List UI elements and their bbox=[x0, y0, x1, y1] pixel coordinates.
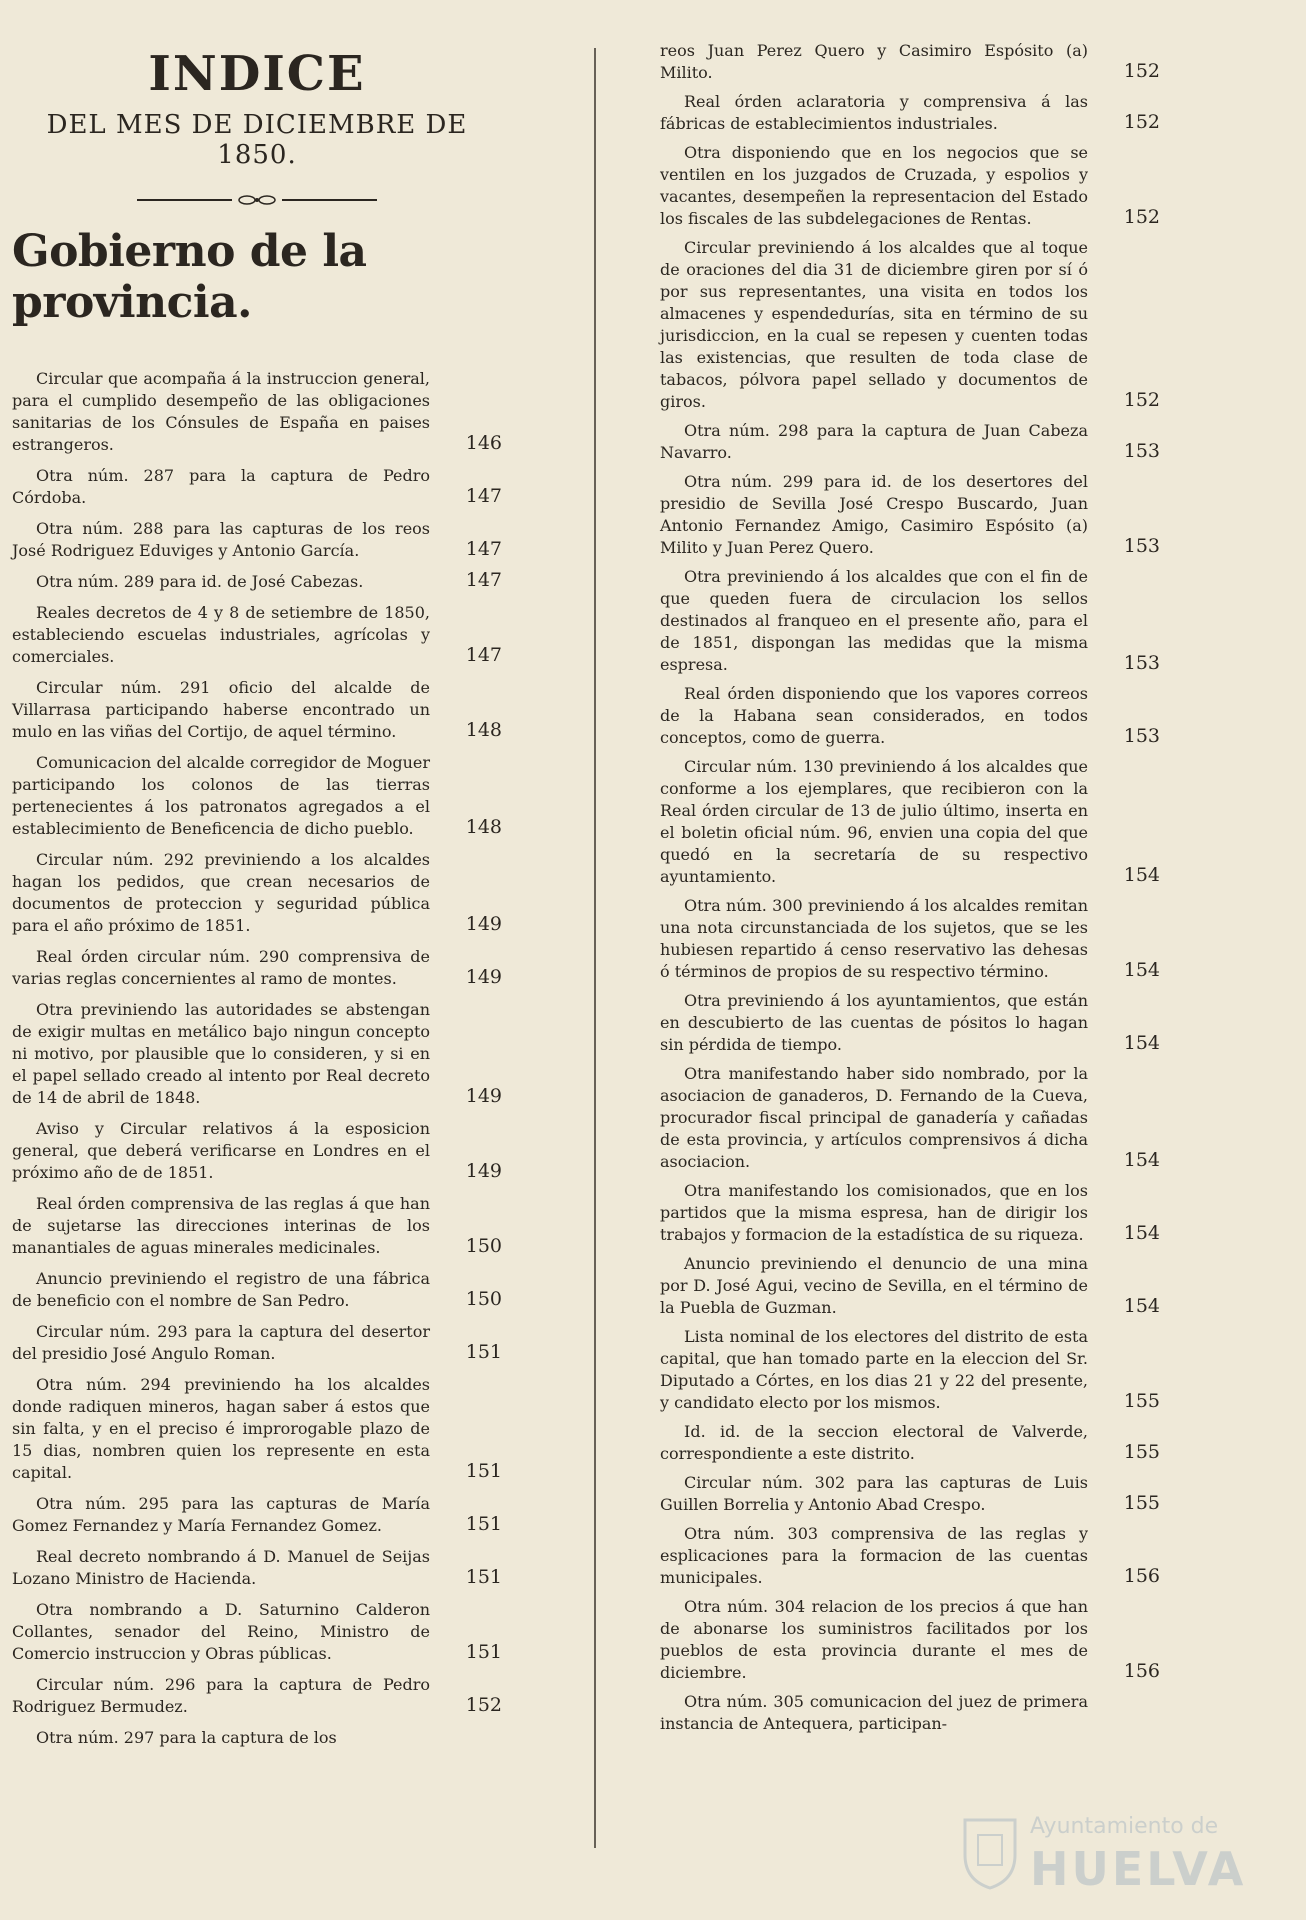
index-entry bbox=[660, 990, 1160, 1056]
entry-text: Circular previniendo á los alcaldes que al toque de oraciones del dia 31 de diciembre giren por sí ó por sus representantes, una visita en todos los almacenes y espendedurías, sita en término de su jurisdiccion, en la cual se repesen y cuenten todas las existencias, que resulten de toda clase de tabacos, pólvora papel sellado y documentos de giros. bbox=[660, 238, 1088, 411]
entry-page-number: 155 bbox=[1123, 1441, 1160, 1463]
entry-text: Otra núm. 287 para la captura de Pedro Córdoba. bbox=[12, 466, 430, 507]
entry-text: Real órden comprensiva de las reglas á que han de sujetarse las direcciones interinas de los manantiales de aguas minerales medicinales. bbox=[12, 1194, 430, 1257]
entry-page-number: 154 bbox=[1123, 1222, 1160, 1244]
right-entry-list bbox=[660, 40, 1160, 1735]
entry-page-number: 151 bbox=[465, 1460, 502, 1482]
index-entry bbox=[660, 1421, 1160, 1465]
watermark-line1: Ayuntamiento de bbox=[1030, 1814, 1219, 1839]
index-entry bbox=[660, 683, 1160, 749]
entry-page-number: 154 bbox=[1123, 1149, 1160, 1171]
entry-page-number: 149 bbox=[465, 1085, 502, 1107]
entry-page-number: 148 bbox=[465, 816, 502, 838]
ornament-rule bbox=[137, 192, 377, 208]
index-entry bbox=[12, 1193, 502, 1259]
entry-text: Real órden aclaratoria y comprensiva á las fábricas de establecimientos industriales. bbox=[660, 92, 1088, 133]
entry-text: Otra núm. 289 para id. de José Cabezas. bbox=[36, 572, 364, 591]
index-entry bbox=[12, 1546, 502, 1590]
entry-text: Otra núm. 300 previniendo á los alcaldes remitan una nota circunstanciada de los sujetos, que se les hubiesen repartido á censo reservativo las dehesas ó términos de propios de su respectivo término. bbox=[660, 896, 1088, 981]
index-entry bbox=[12, 1374, 502, 1484]
index-entry bbox=[12, 1118, 502, 1184]
entry-page-number: 154 bbox=[1123, 1032, 1160, 1054]
entry-text: Otra núm. 299 para id. de los desertores del presidio de Sevilla José Crespo Buscardo, Juan Antonio Fernandez Amigo, Casimiro Espósito (a) Milito y Juan Perez Quero. bbox=[660, 472, 1088, 557]
entry-page-number: 154 bbox=[1123, 959, 1160, 981]
entry-text: Otra núm. 298 para la captura de Juan Cabeza Navarro. bbox=[660, 421, 1088, 462]
entry-page-number: 147 bbox=[465, 538, 502, 560]
entry-text: Lista nominal de los electores del distrito de esta capital, que han tomado parte en la eleccion del Sr. Diputado a Córtes, en los dias 21 y 22 del presente, y candidato electo por los mismos. bbox=[660, 1327, 1088, 1412]
entry-text: Real órden circular núm. 290 comprensiva de varias reglas concernientes al ramo de montes. bbox=[12, 947, 430, 988]
index-entry bbox=[12, 1727, 502, 1749]
entry-page-number: 153 bbox=[1123, 725, 1160, 747]
index-entry bbox=[12, 849, 502, 937]
entry-text: Otra manifestando haber sido nombrado, por la asociacion de ganaderos, D. Fernando de la Cueva, procurador fiscal principal de ganadería y cañadas de esta provincia, y artículos comprensivos á dicha asociacion. bbox=[660, 1064, 1088, 1171]
index-entry bbox=[12, 999, 502, 1109]
column-divider bbox=[594, 48, 596, 1848]
entry-text: Circular núm. 293 para la captura del desertor del presidio José Angulo Roman. bbox=[12, 1322, 430, 1363]
left-column bbox=[12, 40, 502, 1758]
entry-page-number: 153 bbox=[1123, 652, 1160, 674]
entry-text: Circular núm. 130 previniendo á los alcaldes que conforme a los ejemplares, que recibieron con la Real órden circular de 13 de julio último, inserta en el boletin oficial núm. 96, envien una copia del que quedó en la secretaría de su respectivo ayuntamiento. bbox=[660, 757, 1088, 886]
entry-page-number: 150 bbox=[465, 1288, 502, 1310]
entry-page-number: 153 bbox=[1123, 535, 1160, 557]
entry-text: Anuncio previniendo el denuncio de una mina por D. José Agui, vecino de Sevilla, en el término de la Puebla de Guzman. bbox=[660, 1254, 1088, 1317]
entry-page-number: 151 bbox=[465, 1641, 502, 1663]
entry-page-number: 154 bbox=[1123, 864, 1160, 886]
index-entry bbox=[660, 1472, 1160, 1516]
index-entry bbox=[660, 40, 1160, 84]
entry-text: Otra núm. 304 relacion de los precios á que han de abonarse los suministros facilitados por los pueblos de esta provincia durante el mes de diciembre. bbox=[660, 1597, 1088, 1682]
entry-page-number: 153 bbox=[1123, 440, 1160, 462]
entry-text: Otra previniendo á los ayuntamientos, que están en descubierto de las cuentas de pósitos lo hagan sin pérdida de tiempo. bbox=[660, 991, 1088, 1054]
index-entry bbox=[660, 756, 1160, 888]
entry-page-number: 147 bbox=[465, 485, 502, 507]
entry-text: Comunicacion del alcalde corregidor de Moguer participando los colonos de las tierras pertenecientes á los patronatos agregados a el establecimiento de Beneficencia de dicho pueblo. bbox=[12, 753, 430, 838]
entry-text: Otra disponiendo que en los negocios que se ventilen en los juzgados de Cruzada, y espolios y vacantes, desempeñen la representacion del Estado los fiscales de las subdelegaciones de Rentas. bbox=[660, 143, 1088, 228]
entry-text: Anuncio previniendo el registro de una fábrica de beneficio con el nombre de San Pedro. bbox=[12, 1269, 430, 1310]
index-entry bbox=[12, 465, 502, 509]
entry-page-number: 152 bbox=[1123, 111, 1160, 133]
entry-page-number: 155 bbox=[1123, 1390, 1160, 1412]
index-entry bbox=[660, 1523, 1160, 1589]
index-entry bbox=[660, 1063, 1160, 1173]
index-entry bbox=[660, 142, 1160, 230]
index-entry bbox=[660, 566, 1160, 676]
section-heading: Gobierno de la provincia. bbox=[12, 226, 367, 328]
entry-page-number: 152 bbox=[1123, 389, 1160, 411]
entry-text: reos Juan Perez Quero y Casimiro Espósito (a) Milito. bbox=[660, 41, 1088, 82]
index-entry bbox=[12, 368, 502, 456]
index-entry bbox=[12, 1321, 502, 1365]
entry-text: Otra núm. 295 para las capturas de María Gomez Fernandez y María Fernandez Gomez. bbox=[12, 1494, 430, 1535]
entry-page-number: 149 bbox=[465, 913, 502, 935]
index-entry bbox=[660, 1596, 1160, 1684]
entry-text: Circular núm. 292 previniendo a los alcaldes hagan los pedidos, que crean necesarios de documentos de proteccion y seguridad pública para el año próximo de 1851. bbox=[12, 850, 430, 935]
entry-page-number: 151 bbox=[465, 1341, 502, 1363]
index-title: INDICE bbox=[148, 46, 366, 102]
entry-page-number: 156 bbox=[1123, 1565, 1160, 1587]
entry-page-number: 155 bbox=[1123, 1492, 1160, 1514]
index-entry bbox=[12, 518, 502, 562]
left-entry-list bbox=[12, 368, 502, 1749]
index-entry bbox=[12, 1493, 502, 1537]
index-entry bbox=[12, 677, 502, 743]
entry-text: Circular núm. 302 para las capturas de Luis Guillen Borrelia y Antonio Abad Crespo. bbox=[660, 1473, 1088, 1514]
entry-text: Reales decretos de 4 y 8 de setiembre de 1850, estableciendo escuelas industriales, agrícolas y comerciales. bbox=[12, 603, 430, 666]
coat-of-arms-icon bbox=[960, 1810, 1020, 1890]
index-entry bbox=[660, 420, 1160, 464]
entry-page-number: 150 bbox=[465, 1235, 502, 1257]
index-entry bbox=[660, 1180, 1160, 1246]
entry-text: Circular núm. 291 oficio del alcalde de Villarrasa participando haberse encontrado un mulo en las viñas del Cortijo, de aquel término. bbox=[12, 678, 430, 741]
entry-page-number: 149 bbox=[465, 966, 502, 988]
entry-page-number: 156 bbox=[1123, 1660, 1160, 1682]
entry-page-number: 154 bbox=[1123, 1295, 1160, 1317]
entry-page-number: 146 bbox=[465, 432, 502, 454]
entry-text: Otra núm. 303 comprensiva de las reglas y esplicaciones para la formacion de las cuentas municipales. bbox=[660, 1524, 1088, 1587]
index-entry bbox=[12, 946, 502, 990]
entry-text: Otra nombrando a D. Saturnino Calderon Collantes, senador del Reino, Ministro de Comercio instruccion y Obras públicas. bbox=[12, 1600, 430, 1663]
entry-text: Otra manifestando los comisionados, que en los partidos que la misma espresa, han de dirigir los trabajos y formacion de la estadística de su riqueza. bbox=[660, 1181, 1088, 1244]
watermark-logo bbox=[960, 1800, 1260, 1910]
entry-text: Aviso y Circular relativos á la esposicion general, que deberá verificarse en Londres en el próximo año de de 1851. bbox=[12, 1119, 430, 1182]
right-column bbox=[660, 40, 1160, 1742]
entry-text: Otra previniendo á los alcaldes que con el fin de que queden fuera de circulacion los sellos destinados al franqueo en el presente año, para el de 1851, dispongan las medidas que la misma espresa. bbox=[660, 567, 1088, 674]
entry-text: Real órden disponiendo que los vapores correos de la Habana sean considerados, en todos conceptos, como de guerra. bbox=[660, 684, 1088, 747]
entry-page-number: 152 bbox=[1123, 206, 1160, 228]
entry-page-number: 151 bbox=[465, 1513, 502, 1535]
entry-page-number: 152 bbox=[1123, 60, 1160, 82]
entry-page-number: 147 bbox=[465, 569, 502, 591]
index-entry bbox=[12, 602, 502, 668]
index-entry bbox=[660, 237, 1160, 413]
entry-text: Circular núm. 296 para la captura de Pedro Rodriguez Bermudez. bbox=[12, 1675, 430, 1716]
index-entry bbox=[12, 1268, 502, 1312]
watermark-line2: HUELVA bbox=[1030, 1842, 1247, 1896]
index-entry bbox=[660, 471, 1160, 559]
entry-text: Otra previniendo las autoridades se abstengan de exigir multas en metálico bajo ningun concepto ni motivo, por plausible que lo consideren, y si en el papel sellado creado al intento por Real decreto de 14 de abril de 1848. bbox=[12, 1000, 430, 1107]
index-entry bbox=[660, 1253, 1160, 1319]
entry-page-number: 151 bbox=[465, 1566, 502, 1588]
entry-text: Circular que acompaña á la instruccion general, para el cumplido desempeño de las obligaciones sanitarias de los Cónsules de España en paises estrangeros. bbox=[12, 369, 430, 454]
index-entry bbox=[660, 1691, 1160, 1735]
index-entry bbox=[12, 1674, 502, 1718]
entry-text: Id. id. de la seccion electoral de Valverde, correspondiente a este distrito. bbox=[660, 1422, 1088, 1463]
entry-text: Otra núm. 305 comunicacion del juez de primera instancia de Antequera, participan- bbox=[660, 1692, 1088, 1733]
entry-text: Otra núm. 297 para la captura de los bbox=[36, 1728, 337, 1747]
entry-text: Otra núm. 294 previniendo ha los alcaldes donde radiquen mineros, hagan saber á estos que sin falta, y en el preciso é improrogable plazo de 15 dias, nombren quien los represente en esta capital. bbox=[12, 1375, 430, 1482]
entry-text: Real decreto nombrando á D. Manuel de Seijas Lozano Ministro de Hacienda. bbox=[12, 1547, 430, 1588]
index-entry bbox=[12, 1599, 502, 1665]
index-entry bbox=[660, 1326, 1160, 1414]
index-entry bbox=[12, 571, 502, 593]
index-subtitle: DEL MES DE DICIEMBRE DE 1850. bbox=[46, 110, 468, 170]
index-entry bbox=[660, 895, 1160, 983]
entry-text: Otra núm. 288 para las capturas de los reos José Rodriguez Eduviges y Antonio García. bbox=[12, 519, 430, 560]
entry-page-number: 148 bbox=[465, 719, 502, 741]
index-entry bbox=[660, 91, 1160, 135]
entry-page-number: 149 bbox=[465, 1160, 502, 1182]
entry-page-number: 152 bbox=[465, 1694, 502, 1716]
entry-page-number: 147 bbox=[465, 644, 502, 666]
index-entry bbox=[12, 752, 502, 840]
